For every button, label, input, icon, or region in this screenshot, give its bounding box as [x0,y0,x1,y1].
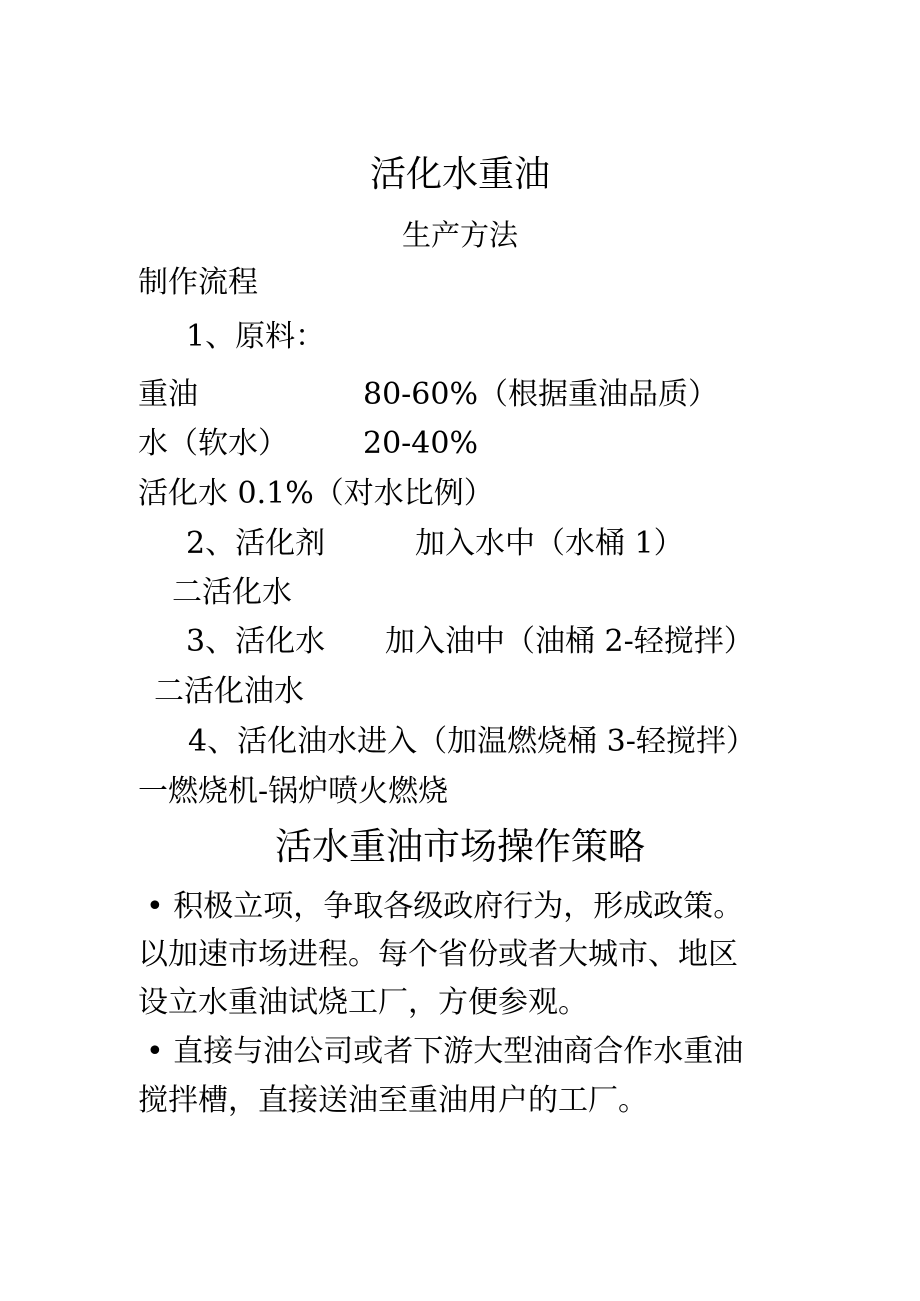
activator-line: 活化水 0.1%（对水比例） [138,476,494,511]
material-value: 80-60%（根据重油品质） [363,377,718,412]
strategy-line: • 积极立项，争取各级政府行为，形成政策。 [146,889,744,924]
step-4-result: 一燃烧机-锅炉喷火燃烧 [138,774,449,809]
material-value: 20-40% [363,426,478,461]
document-title: 活化水重油 [369,154,550,195]
document-subtitle: 生产方法 [401,218,518,252]
material-name: 水（软水） [138,426,288,461]
strategy-line: 以加速市场进程。每个省份或者大城市、地区 [138,937,738,972]
strategy-line: 搅拌槽，直接送油至重油用户的工厂。 [138,1083,648,1118]
material-name: 重油 [138,377,198,412]
strategy-line: 设立水重油试烧工厂，方便参观。 [138,985,588,1020]
process-heading: 制作流程 [138,265,258,300]
step-4-label: 4、活化油水进入（加温燃烧桶 3-轻搅拌） [188,724,756,759]
step-2-label: 2、活化剂 [186,526,326,561]
step-3-label: 3、活化水 [186,624,326,659]
step-2-detail: 加入水中（水桶 1） [415,526,684,561]
step-2-result: 二活化水 [172,575,292,610]
step-3-detail: 加入油中（油桶 2-轻搅拌） [385,624,754,659]
strategy-heading: 活水重油市场操作策略 [275,825,645,868]
step-1-label: 1、原料： [186,319,326,354]
strategy-line: • 直接与油公司或者下游大型油商合作水重油 [146,1034,744,1069]
step-3-result: 二活化油水 [154,674,304,709]
